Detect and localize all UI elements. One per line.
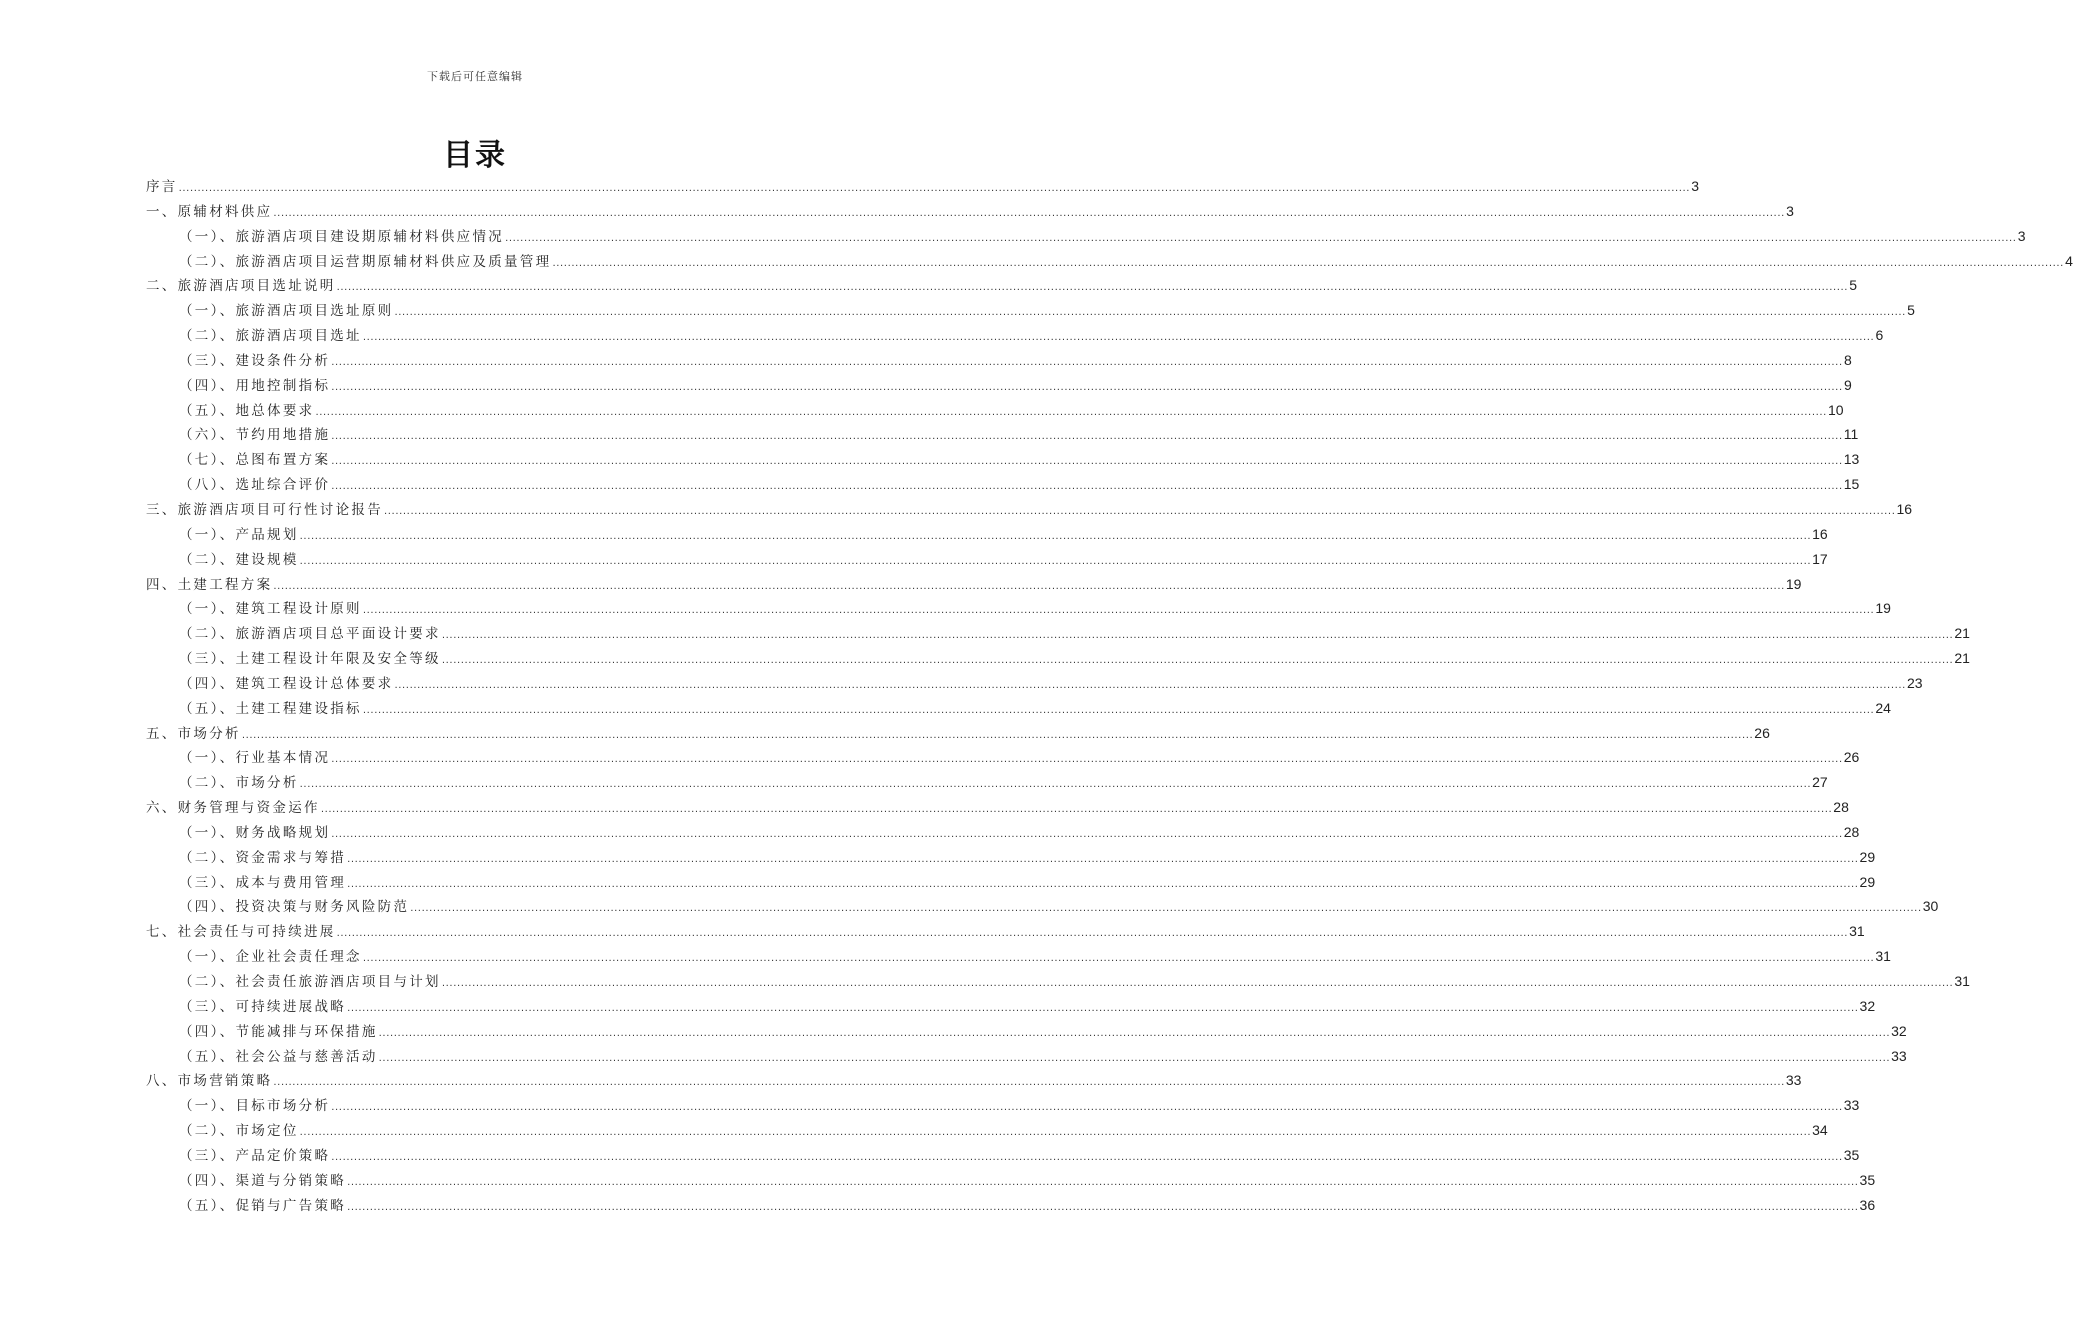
dot-leader: ................................................................................................................................................................................................................................................................................................................................................................................................................ xyxy=(384,505,1896,517)
toc-entry[interactable] xyxy=(146,1068,1802,1093)
dot-leader: ................................................................................................................................................................................................................................................................................................................................................................................................................ xyxy=(273,580,1785,592)
dot-leader: ................................................................................................................................................................................................................................................................................................................................................................................................................ xyxy=(331,754,1843,766)
toc-entry-page-number: 5 xyxy=(1907,302,1915,319)
toc-entry[interactable] xyxy=(146,273,1858,298)
toc-entry[interactable] xyxy=(146,497,1913,522)
header-note: 下载后可任意编辑 xyxy=(427,70,523,83)
toc-entry-page-number: 3 xyxy=(1786,202,1794,219)
toc-entry[interactable] xyxy=(146,1044,1907,1069)
toc-entry-page-number: 28 xyxy=(1833,799,1849,816)
toc-entry[interactable] xyxy=(146,1193,1876,1218)
toc-entry-page-number: 29 xyxy=(1859,848,1876,865)
dot-leader: ................................................................................................................................................................................................................................................................................................................................................................................................................ xyxy=(441,630,1954,642)
dot-leader: ................................................................................................................................................................................................................................................................................................................................................................................................................ xyxy=(347,1176,1859,1188)
toc-entry[interactable] xyxy=(146,919,1865,944)
dot-leader: ................................................................................................................................................................................................................................................................................................................................................................................................................ xyxy=(331,381,1843,393)
toc-entry[interactable] xyxy=(146,547,1828,572)
toc-entry-page-number: 5 xyxy=(1849,277,1858,294)
toc-entry-label: （四）、建筑工程设计总体要求 xyxy=(179,675,394,692)
toc-entry-page-number: 17 xyxy=(1812,550,1828,567)
dot-leader: ................................................................................................................................................................................................................................................................................................................................................................................................................ xyxy=(362,953,1875,965)
toc-entry-label: （二）、市场定位 xyxy=(179,1123,299,1140)
toc-entry-page-number: 33 xyxy=(1891,1047,1907,1064)
toc-entry-page-number: 35 xyxy=(1843,1146,1860,1163)
dot-leader: ................................................................................................................................................................................................................................................................................................................................................................................................................ xyxy=(347,1201,1859,1213)
toc-entry-label: （四）、渠道与分销策略 xyxy=(179,1172,347,1189)
dot-leader: ................................................................................................................................................................................................................................................................................................................................................................................................................ xyxy=(299,1127,1812,1139)
toc-entry-page-number: 24 xyxy=(1875,699,1891,716)
toc-entry-label: （四）、节能减排与环保措施 xyxy=(179,1023,378,1040)
toc-entry[interactable] xyxy=(146,745,1860,770)
dot-leader: ................................................................................................................................................................................................................................................................................................................................................................................................................ xyxy=(441,978,1954,989)
dot-leader: ................................................................................................................................................................................................................................................................................................................................................................................................................ xyxy=(273,207,1785,219)
toc-entry-label: 三、旅游酒店项目可行性讨论报告 xyxy=(146,501,383,518)
toc-entry-label: （五）、社会公益与慈善活动 xyxy=(179,1048,378,1065)
dot-leader: ................................................................................................................................................................................................................................................................................................................................................................................................................ xyxy=(347,878,1859,890)
dot-leader: ................................................................................................................................................................................................................................................................................................................................................................................................................ xyxy=(441,655,1954,667)
toc-entry[interactable] xyxy=(146,894,1939,919)
toc-entry[interactable] xyxy=(146,870,1876,895)
toc-entry-label: 六、财务管理与资金运作 xyxy=(146,800,320,817)
toc-entry-page-number: 9 xyxy=(1843,376,1852,393)
dot-leader: ................................................................................................................................................................................................................................................................................................................................................................................................................ xyxy=(178,183,1691,194)
dot-leader: ................................................................................................................................................................................................................................................................................................................................................................................................................ xyxy=(378,1027,1891,1039)
toc-entry-label: （五）、促销与广告策略 xyxy=(179,1197,347,1214)
toc-entry-page-number: 16 xyxy=(1812,525,1828,542)
toc-entry-page-number: 4 xyxy=(2065,252,2073,269)
toc-entry-page-number: 21 xyxy=(1954,650,1970,667)
toc-entry[interactable] xyxy=(146,199,1794,224)
dot-leader: ................................................................................................................................................................................................................................................................................................................................................................................................................ xyxy=(410,903,1922,915)
toc-entry-page-number: 26 xyxy=(1843,749,1860,766)
toc-entry[interactable] xyxy=(146,845,1876,870)
toc-entry-label: 一、原辅材料供应 xyxy=(146,203,273,220)
dot-leader: ................................................................................................................................................................................................................................................................................................................................................................................................................ xyxy=(331,431,1843,443)
toc-entry-label: 五、市场分析 xyxy=(146,725,241,742)
toc-entry[interactable] xyxy=(146,348,1852,373)
toc-entry-page-number: 8 xyxy=(1843,351,1852,368)
toc-entry-page-number: 3 xyxy=(1691,178,1700,194)
dot-leader: ................................................................................................................................................................................................................................................................................................................................................................................................................ xyxy=(315,406,1827,418)
toc-entry-label: （二）、社会责任旅游酒店项目与计划 xyxy=(179,974,441,990)
toc-entry[interactable] xyxy=(146,820,1860,845)
toc-entry-label: （七）、总图布置方案 xyxy=(179,452,331,469)
dot-leader: ................................................................................................................................................................................................................................................................................................................................................................................................................ xyxy=(320,804,1833,816)
toc-entry-page-number: 33 xyxy=(1785,1072,1802,1089)
toc-entry[interactable] xyxy=(146,472,1860,497)
toc-entry-label: （二）、建设规模 xyxy=(179,551,299,568)
toc-entry-page-number: 33 xyxy=(1843,1097,1860,1114)
dot-leader: ................................................................................................................................................................................................................................................................................................................................................................................................................ xyxy=(331,1151,1843,1163)
toc-entry-page-number: 19 xyxy=(1875,600,1891,617)
dot-leader: ................................................................................................................................................................................................................................................................................................................................................................................................................ xyxy=(336,928,1849,940)
toc-entry[interactable] xyxy=(146,770,1828,795)
dot-leader: ................................................................................................................................................................................................................................................................................................................................................................................................................ xyxy=(552,257,2064,269)
toc-entry-label: （一）、建筑工程设计原则 xyxy=(179,601,362,618)
toc-entry-label: （二）、市场分析 xyxy=(179,775,299,792)
toc-entry[interactable] xyxy=(146,1093,1860,1118)
toc-entry[interactable] xyxy=(146,522,1828,547)
toc-entry-label: 四、土建工程方案 xyxy=(146,576,273,593)
toc-entry-label: 八、市场营销策略 xyxy=(146,1073,273,1090)
toc-entry-label: （二）、旅游酒店项目总平面设计要求 xyxy=(179,626,441,643)
toc-entry[interactable] xyxy=(146,646,1970,671)
dot-leader: ................................................................................................................................................................................................................................................................................................................................................................................................................ xyxy=(362,332,1875,344)
toc-entry-page-number: 23 xyxy=(1906,674,1923,691)
toc-entry-page-number: 36 xyxy=(1859,1196,1876,1213)
dot-leader: ................................................................................................................................................................................................................................................................................................................................................................................................................ xyxy=(347,1002,1859,1014)
dot-leader: ................................................................................................................................................................................................................................................................................................................................................................................................................ xyxy=(331,356,1843,368)
table-of-contents xyxy=(146,174,2073,1217)
toc-entry[interactable] xyxy=(146,721,1770,746)
toc-title: 目录 xyxy=(443,138,507,173)
toc-entry-label: （一）、旅游酒店项目选址原则 xyxy=(179,303,394,320)
toc-entry[interactable] xyxy=(146,249,2073,274)
dot-leader: ................................................................................................................................................................................................................................................................................................................................................................................................................ xyxy=(241,729,1754,741)
toc-entry[interactable] xyxy=(146,944,1891,969)
toc-entry-label: （四）、用地控制指标 xyxy=(179,377,331,394)
dot-leader: ................................................................................................................................................................................................................................................................................................................................................................................................................ xyxy=(299,779,1812,791)
dot-leader: ................................................................................................................................................................................................................................................................................................................................................................................................................ xyxy=(331,481,1843,493)
toc-entry-label: （四）、投资决策与财务风险防范 xyxy=(179,899,410,916)
toc-entry-label: （三）、建设条件分析 xyxy=(179,352,331,369)
dot-leader: ................................................................................................................................................................................................................................................................................................................................................................................................................ xyxy=(362,704,1875,716)
toc-entry[interactable] xyxy=(146,969,1970,994)
toc-entry[interactable] xyxy=(146,1019,1907,1044)
toc-entry-page-number: 16 xyxy=(1896,500,1913,517)
dot-leader: ................................................................................................................................................................................................................................................................................................................................................................................................................ xyxy=(347,853,1859,865)
toc-entry[interactable] xyxy=(146,298,1915,323)
dot-leader: ................................................................................................................................................................................................................................................................................................................................................................................................................ xyxy=(394,679,1906,691)
toc-entry[interactable] xyxy=(146,1143,1860,1168)
dot-leader: ................................................................................................................................................................................................................................................................................................................................................................................................................ xyxy=(331,828,1843,840)
toc-entry-page-number: 28 xyxy=(1843,823,1860,840)
toc-entry-label: （一）、行业基本情况 xyxy=(179,750,331,767)
toc-entry-label: （五）、土建工程建设指标 xyxy=(179,700,362,717)
toc-entry-page-number: 13 xyxy=(1843,451,1860,468)
dot-leader: ................................................................................................................................................................................................................................................................................................................................................................................................................ xyxy=(331,1102,1843,1114)
toc-entry[interactable] xyxy=(146,422,1859,447)
toc-entry-page-number: 11 xyxy=(1843,426,1859,443)
toc-entry[interactable] xyxy=(146,671,1923,696)
toc-entry[interactable] xyxy=(146,994,1876,1019)
toc-entry[interactable] xyxy=(146,224,2026,249)
dot-leader: ................................................................................................................................................................................................................................................................................................................................................................................................................ xyxy=(299,530,1812,542)
toc-entry-label: （三）、产品定价策略 xyxy=(179,1147,331,1164)
toc-entry[interactable] xyxy=(146,696,1891,721)
toc-entry-label: （一）、财务战略规划 xyxy=(179,824,331,841)
toc-entry-label: 七、社会责任与可持续进展 xyxy=(146,924,336,941)
dot-leader: ................................................................................................................................................................................................................................................................................................................................................................................................................ xyxy=(299,555,1812,567)
toc-entry-page-number: 30 xyxy=(1922,898,1939,915)
toc-entry-label: 二、旅游酒店项目选址说明 xyxy=(146,278,336,295)
dot-leader: ................................................................................................................................................................................................................................................................................................................................................................................................................ xyxy=(362,605,1875,617)
dot-leader: ................................................................................................................................................................................................................................................................................................................................................................................................................ xyxy=(505,232,2017,244)
toc-entry-page-number: 21 xyxy=(1954,625,1970,642)
toc-entry-page-number: 32 xyxy=(1891,1022,1907,1039)
toc-entry-label: （一）、旅游酒店项目建设期原辅材料供应情况 xyxy=(179,228,505,245)
toc-entry-page-number: 26 xyxy=(1754,724,1770,741)
toc-entry-page-number: 19 xyxy=(1785,575,1802,592)
toc-entry-label: 序言 xyxy=(146,179,178,195)
toc-entry-label: （一）、目标市场分析 xyxy=(179,1098,331,1115)
toc-entry-label: （二）、旅游酒店项目选址 xyxy=(179,328,362,345)
toc-entry[interactable] xyxy=(146,373,1852,398)
toc-entry-page-number: 15 xyxy=(1843,476,1860,493)
toc-entry-page-number: 34 xyxy=(1812,1122,1828,1139)
toc-entry-page-number: 35 xyxy=(1859,1171,1876,1188)
toc-entry-page-number: 29 xyxy=(1859,873,1876,890)
toc-entry-label: （六）、节约用地措施 xyxy=(179,427,331,444)
toc-entry-page-number: 31 xyxy=(1849,923,1865,940)
toc-entry-label: （一）、企业社会责任理念 xyxy=(179,949,362,966)
toc-entry-label: （三）、成本与费用管理 xyxy=(179,874,347,891)
toc-entry-label: （三）、土建工程设计年限及安全等级 xyxy=(179,651,441,668)
toc-entry-label: （二）、资金需求与筹措 xyxy=(179,849,347,866)
dot-leader: ................................................................................................................................................................................................................................................................................................................................................................................................................ xyxy=(273,1077,1785,1089)
toc-entry-label: （三）、可持续进展战略 xyxy=(179,998,347,1015)
toc-entry[interactable] xyxy=(146,1118,1828,1143)
toc-entry-page-number: 27 xyxy=(1812,774,1828,791)
toc-entry[interactable] xyxy=(146,1168,1876,1193)
toc-entry-page-number: 31 xyxy=(1875,948,1891,965)
toc-entry-label: （八）、选址综合评价 xyxy=(179,477,331,494)
toc-entry-page-number: 6 xyxy=(1875,327,1884,344)
dot-leader: ................................................................................................................................................................................................................................................................................................................................................................................................................ xyxy=(331,456,1843,468)
toc-entry-page-number: 3 xyxy=(2017,227,2026,244)
toc-entry[interactable] xyxy=(146,572,1802,597)
toc-entry-label: （一）、产品规划 xyxy=(179,526,299,543)
toc-entry-label: （五）、地总体要求 xyxy=(179,402,315,419)
toc-entry[interactable] xyxy=(146,596,1891,621)
toc-entry-label: （二）、旅游酒店项目运营期原辅材料供应及质量管理 xyxy=(179,253,552,270)
toc-entry[interactable] xyxy=(146,447,1860,472)
dot-leader: ................................................................................................................................................................................................................................................................................................................................................................................................................ xyxy=(378,1052,1891,1064)
dot-leader: ................................................................................................................................................................................................................................................................................................................................................................................................................ xyxy=(336,282,1849,294)
toc-entry[interactable] xyxy=(146,174,1700,199)
toc-entry[interactable] xyxy=(146,795,1849,820)
toc-entry[interactable] xyxy=(146,621,1970,646)
toc-entry-page-number: 10 xyxy=(1827,401,1844,418)
dot-leader: ................................................................................................................................................................................................................................................................................................................................................................................................................ xyxy=(394,307,1906,319)
toc-entry-page-number: 32 xyxy=(1859,997,1876,1014)
toc-entry-page-number: 31 xyxy=(1954,973,1970,989)
toc-entry[interactable] xyxy=(146,398,1844,423)
toc-entry[interactable] xyxy=(146,323,1884,348)
